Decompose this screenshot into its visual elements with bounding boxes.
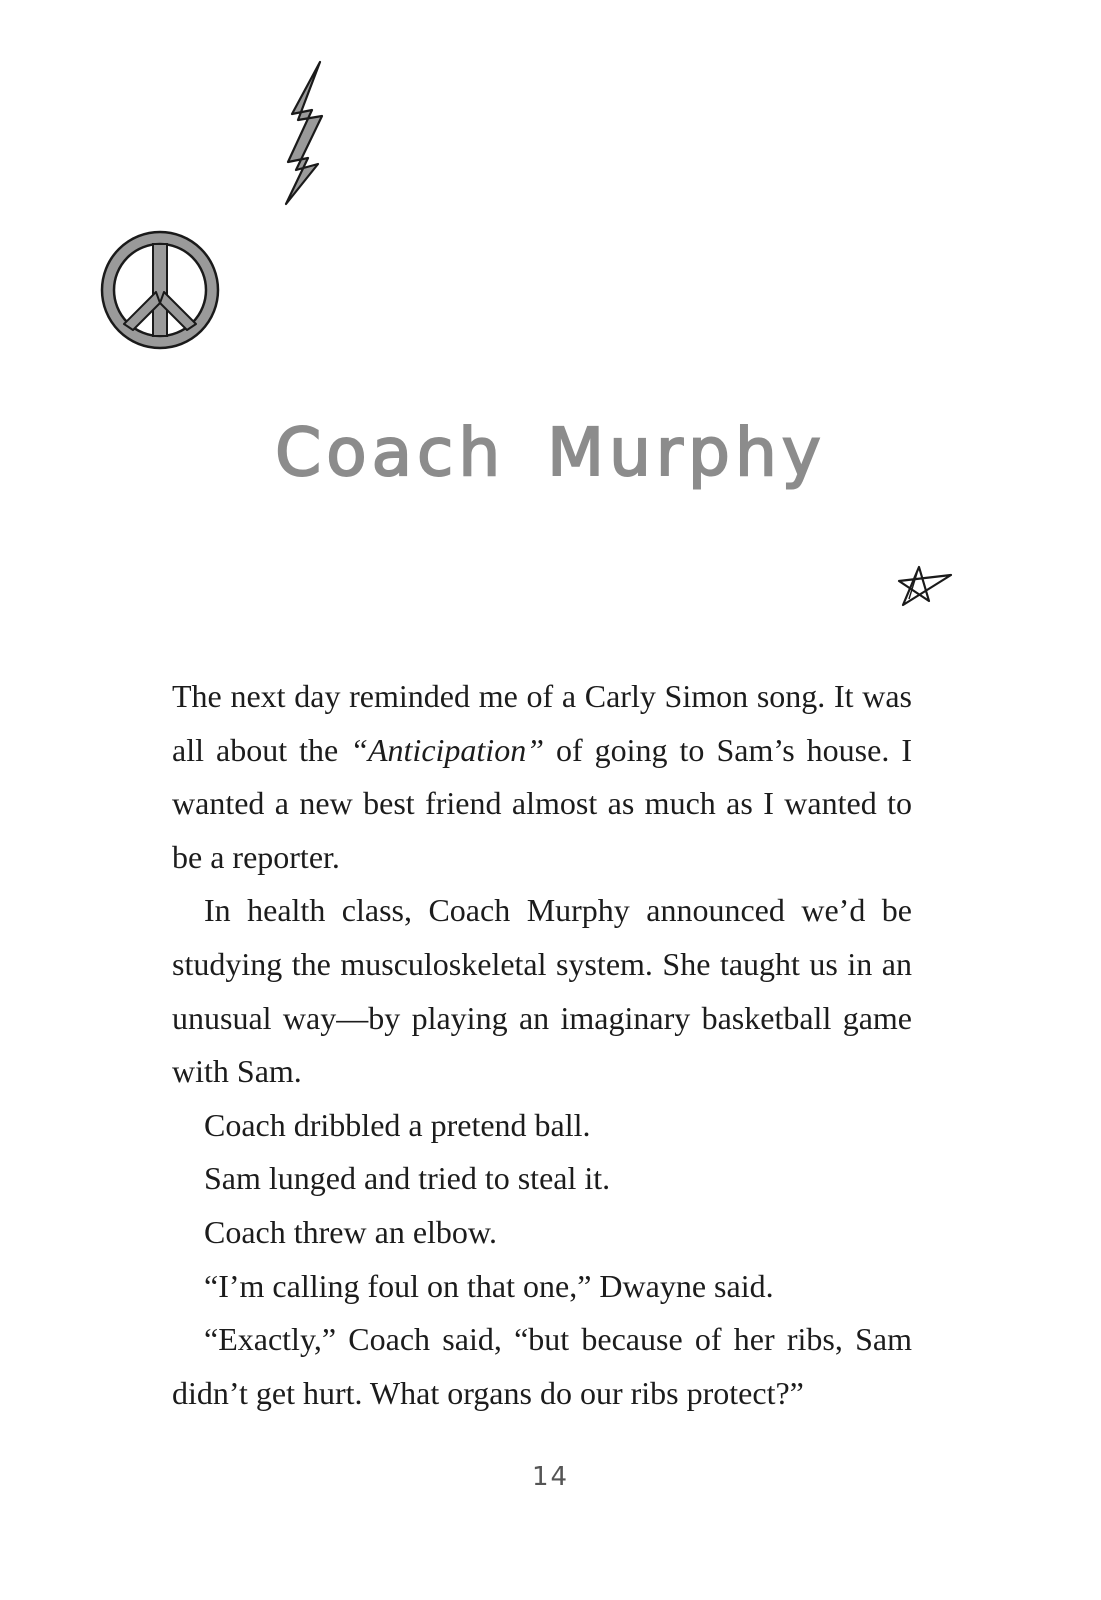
paragraph-3: Coach dribbled a pretend ball. [204, 1106, 591, 1143]
peace-sign-icon [96, 226, 224, 354]
paragraph-1 [172, 670, 912, 884]
chapter-body [172, 670, 912, 1420]
paragraph-6: “I’m calling foul on that one,” Dwayne said. [204, 1267, 774, 1304]
lightning-bolt-icon [278, 58, 344, 208]
chapter-title: Coach Murphy [275, 414, 826, 491]
paragraph-4: Sam lunged and tried to steal it. [204, 1160, 611, 1197]
paragraph-7: “Exactly,” Coach said, “but because of her ribs, Sam didn’t get hurt. What organs do our ribs protect?” [172, 1321, 912, 1411]
star-icon [897, 563, 955, 609]
paragraph-1-text-a: The next day reminded me of a Carly Simon song. It was all about the [172, 678, 912, 768]
page-number: 14 [531, 1462, 570, 1492]
song-title: “Anticipation” [350, 731, 544, 768]
paragraph-5: Coach threw an elbow. [204, 1213, 497, 1250]
paragraph-1-text-b: of going to Sam’s house. I wanted a new best friend almost as much as I wanted to be a reporter. [172, 731, 912, 875]
paragraph-2: In health class, Coach Murphy announced we’d be studying the musculoskeletal system. She taught us in an unusual way—by playing an imaginary basketball game with Sam. [172, 892, 912, 1090]
